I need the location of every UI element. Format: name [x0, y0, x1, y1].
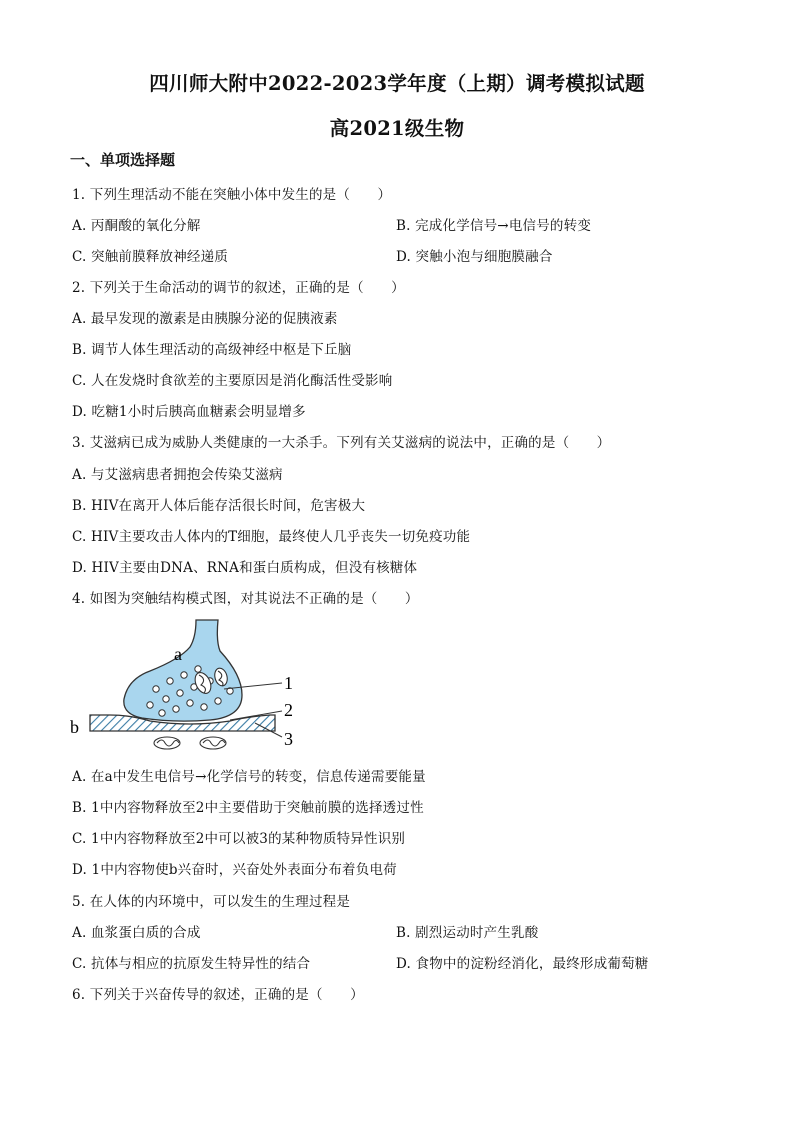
label-b: b — [70, 717, 79, 737]
question-2-option-d: D. 吃糖1小时后胰高血糖素会明显增多 — [72, 404, 306, 420]
question-6-stem: 6. 下列关于兴奋传导的叙述，正确的是（ ） — [72, 987, 364, 1003]
question-4-option-c: C. 1中内容物释放至2中可以被3的某种物质特异性识别 — [72, 831, 406, 847]
mitochondria-postsynaptic — [154, 737, 226, 749]
question-1-option-a: A. 丙酮酸的氧化分解 — [72, 218, 201, 234]
question-1-stem: 1. 下列生理活动不能在突触小体中发生的是（ ） — [72, 187, 392, 203]
question-5-option-d: D. 食物中的淀粉经消化，最终形成葡萄糖 — [396, 956, 649, 972]
question-2-stem: 2. 下列关于生命活动的调节的叙述，正确的是（ ） — [72, 280, 405, 296]
question-1-option-b: B. 完成化学信号→电信号的转变 — [396, 218, 592, 234]
question-3-option-b: B. HIV在离开人体后能存活很长时间，危害极大 — [72, 498, 366, 514]
exam-title: 四川师大附中2022-2023学年度（上期）调考模拟试题 — [149, 72, 645, 95]
question-5-option-a: A. 血浆蛋白质的合成 — [72, 925, 201, 941]
question-2-option-a: A. 最早发现的激素是由胰腺分泌的促胰液素 — [72, 311, 338, 327]
question-5-stem: 5. 在人体的内环境中，可以发生的生理过程是 — [72, 894, 351, 910]
question-1-option-d: D. 突触小泡与细胞膜融合 — [396, 249, 553, 265]
question-4-option-a: A. 在a中发生电信号→化学信号的转变，信息传递需要能量 — [72, 769, 426, 785]
question-2-option-c: C. 人在发烧时食欲差的主要原因是消化酶活性受影响 — [72, 373, 393, 389]
question-4-stem: 4. 如图为突触结构模式图，对其说法不正确的是（ ） — [72, 591, 419, 607]
label-2: 2 — [284, 700, 293, 720]
question-3-stem: 3. 艾滋病已成为威胁人类健康的一大杀手。下列有关艾滋病的说法中，正确的是（ ） — [72, 435, 611, 451]
question-4-option-b: B. 1中内容物释放至2中主要借助于突触前膜的选择透过性 — [72, 800, 424, 816]
question-3-option-d: D. HIV主要由DNA、RNA和蛋白质构成，但没有核糖体 — [72, 560, 418, 576]
label-a: a — [174, 644, 182, 664]
label-1: 1 — [284, 673, 293, 693]
question-3-option-a: A. 与艾滋病患者拥抱会传染艾滋病 — [72, 467, 283, 483]
question-1-option-c: C. 突触前膜释放神经递质 — [72, 249, 229, 265]
question-2-option-b: B. 调节人体生理活动的高级神经中枢是下丘脑 — [72, 342, 352, 358]
question-5-option-c: C. 抗体与相应的抗原发生特异性的结合 — [72, 956, 311, 972]
section-heading: 一、单项选择题 — [70, 151, 176, 169]
exam-subtitle: 高2021级生物 — [329, 117, 465, 140]
question-4-option-d: D. 1中内容物使b兴奋时，兴奋处外表面分布着负电荷 — [72, 862, 397, 878]
question-5-option-b: B. 剧烈运动时产生乳酸 — [396, 925, 539, 941]
label-3: 3 — [284, 729, 293, 749]
synapse-diagram — [70, 617, 310, 753]
question-3-option-c: C. HIV主要攻击人体内的T细胞，最终使人几乎丧失一切免疫功能 — [72, 529, 471, 545]
